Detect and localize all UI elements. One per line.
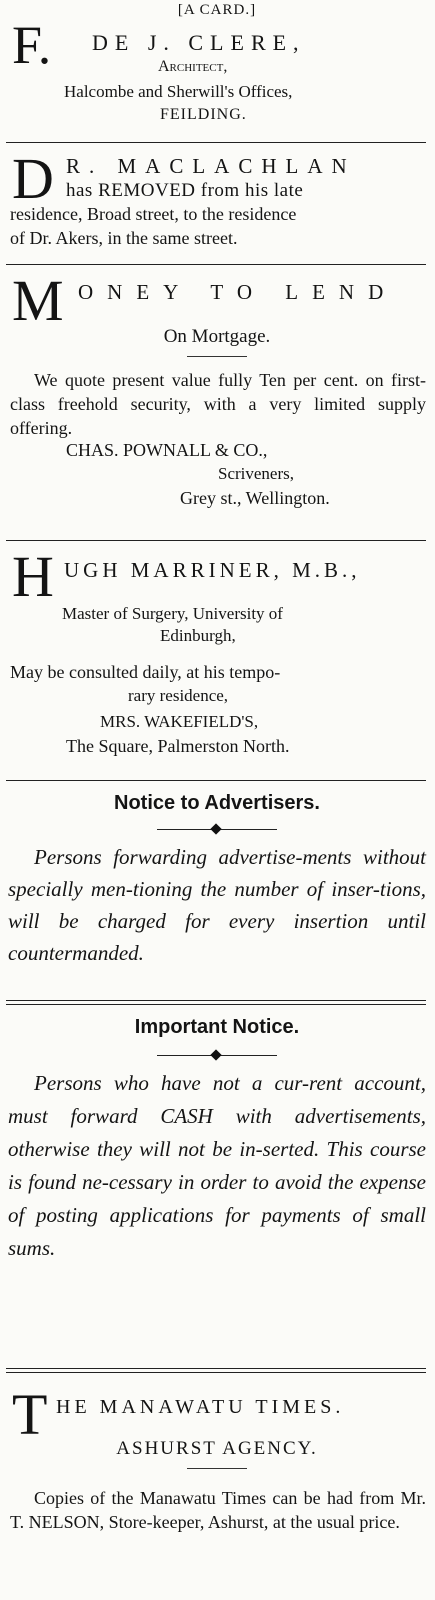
- double-divider: [6, 1000, 426, 1005]
- ornament-rule: [157, 1051, 277, 1061]
- money-firm: CHAS. POWNALL & CO.,: [66, 440, 268, 460]
- card-town: FEILDING.: [160, 106, 247, 123]
- maclachlan-line3: residence, Broad street, to the residence: [10, 204, 297, 224]
- card-name: DE J. CLERE,: [92, 30, 306, 55]
- marriner-notice: [8, 544, 426, 768]
- marriner-line7: The Square, Palmerston North.: [66, 736, 290, 756]
- marriner-heading: UGH MARRINER, M.B.,: [64, 558, 361, 582]
- marriner-line6: MRS. WAKEFIELD'S,: [100, 712, 259, 731]
- marriner-line5: rary residence,: [128, 686, 229, 705]
- ornament-rule: [157, 825, 277, 835]
- short-rule: [187, 1468, 247, 1469]
- card-offices: Halcombe and Sherwill's Offices,: [64, 82, 293, 101]
- maclachlan-line4: of Dr. Akers, in the same street.: [10, 228, 238, 248]
- money-address: Grey st., Wellington.: [180, 488, 330, 508]
- short-rule: [187, 356, 247, 357]
- times-initial: T: [12, 1382, 48, 1447]
- marriner-line2: Master of Surgery, University of: [62, 604, 283, 623]
- notice-to-advertisers: [8, 792, 426, 992]
- money-body: We quote present value fully Ten per cent. on first-class freehold security, with a very limited supply offering.: [10, 370, 426, 438]
- divider: [6, 142, 426, 143]
- marriner-line4: May be consulted daily, at his tempo-: [10, 662, 281, 682]
- notice-advertisers-heading: Notice to Advertisers.: [114, 792, 320, 814]
- money-initial: M: [12, 268, 64, 333]
- important-notice-body: Persons who have not a cur-rent account, must forward CASH with advertisements, otherwise they will not be in-serted. This course is found ne-cessary in order to avoid the expense of posting applications for payments of small sums.: [8, 1071, 426, 1260]
- money-subheading: On Mortgage.: [163, 326, 271, 347]
- important-notice-heading: Important Notice.: [134, 1016, 300, 1038]
- marriner-line3: Edinburgh,: [160, 626, 236, 645]
- money-role: Scriveners,: [218, 464, 295, 483]
- times-heading: HE MANAWATU TIMES.: [56, 1396, 345, 1418]
- card-initial: F.: [12, 15, 52, 75]
- times-subheading: ASHURST AGENCY.: [116, 1438, 318, 1459]
- marriner-initial: H: [12, 544, 54, 609]
- money-heading: ONEY TO LEND: [78, 280, 398, 304]
- times-body: Copies of the Manawatu Times can be had from Mr. T. NELSON, Store-keeper, Ashurst, at the usual price.: [10, 1488, 426, 1532]
- maclachlan-line2: has REMOVED from his late: [66, 180, 304, 201]
- divider: [6, 540, 426, 541]
- divider: [6, 780, 426, 781]
- maclachlan-initial: D: [12, 146, 54, 211]
- manawatu-times-agency: [8, 1380, 426, 1596]
- double-divider: [6, 1368, 426, 1373]
- divider: [6, 264, 426, 265]
- maclachlan-notice: [8, 146, 426, 256]
- important-notice: [8, 1016, 426, 1356]
- maclachlan-name: R. MACLACHLAN: [66, 154, 356, 178]
- money-to-lend-ad: [8, 268, 426, 526]
- card-tag: [A CARD.]: [177, 2, 257, 18]
- architect-card: [8, 2, 426, 128]
- notice-advertisers-body: Persons forwarding advertise-ments without specially men-tioning the number of inser-tions, will be charged for every insertion until countermanded.: [8, 845, 426, 965]
- card-title: Architect,: [158, 58, 228, 75]
